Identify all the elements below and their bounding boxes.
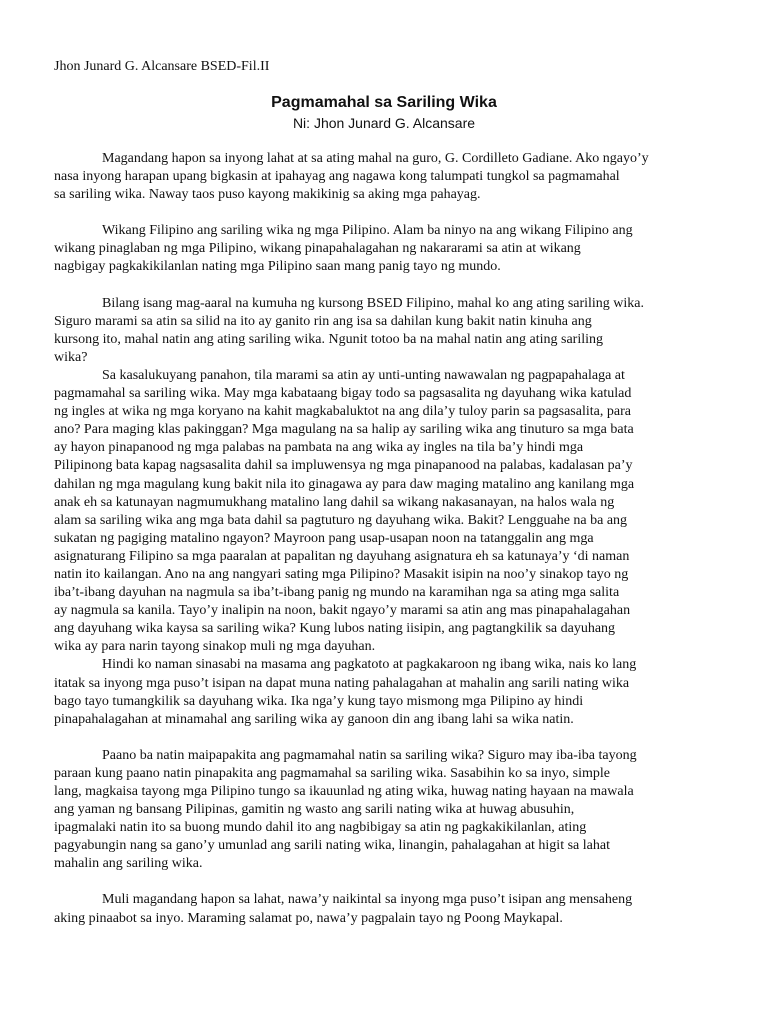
paragraph-line: itatak sa inyong mga puso’t isipan na dapat muna nating pahalagahan at mahalin ang sarili nating wika xyxy=(54,675,630,691)
speech-body xyxy=(54,150,716,928)
paragraph-line: Siguro marami sa atin sa silid na ito ay ganito rin ang isa sa dahilan kung bakit natin kinuha ang xyxy=(54,313,592,329)
paragraph-line: ang dayuhang wika kaysa sa sariling wika? Kung lubos nating iisipin, ang pagtangkilik sa dayuhang xyxy=(54,621,616,637)
paragraph-line: lang, magkaisa tayong mga Pilipino tungo sa ikauunlad ng ating wika, huwag nating hayaan na mawala xyxy=(54,784,634,799)
paragraph-line: wikang pinaglaban ng mga Pilipino, wikang pinapahalagahan ng nakararami sa atin at wikang xyxy=(54,241,581,257)
paragraph-line: Sa kasalukuyang panahon, tila marami sa atin ay unti-unting nawawalan ng pagpapahalaga at xyxy=(102,367,625,383)
paragraph-greeting xyxy=(54,150,716,204)
paragraph-line: kursong ito, mahal natin ang ating sariling wika. Ngunit totoo ba na mahal natin ang ating sariling xyxy=(54,331,604,347)
page-title: Pagmamahal sa Sariling Wika xyxy=(271,94,497,111)
paragraph-line: ipagmalaki natin ito sa buong mundo dahil ito ang nagbibigay sa atin ng pagkakikilanlan, ating xyxy=(54,820,587,836)
paragraph-line: ng ingles at wika ng mga koryano na kahit magkabaluktot na ang dila’y tuloy parin sa pagsasalita, para xyxy=(54,404,631,420)
paragraph-closing xyxy=(54,891,716,927)
paragraph-hindi-ko-sinasabi xyxy=(54,656,716,728)
byline: Ni: Jhon Junard G. Alcansare xyxy=(292,115,476,131)
paragraph-line: Magandang hapon sa inyong lahat at sa ating mahal na guro, G. Cordilleto Gadiane. Ako ngayo’y xyxy=(102,151,649,166)
paragraph-line: dahilan ng mga magulang kung bakit nila ito ginagawa ay para daw maging matalino ang kanilang mga xyxy=(54,476,635,492)
paragraph-line: natin ito kailangan. Ano na ang nangyari sating mga Pilipino? Masakit isipin na noo’y sinakop tayo ng xyxy=(54,566,629,582)
paragraph-line: Paano ba natin maipapakita ang pagmamahal natin sa sariling wika? Siguro may iba-iba tayong xyxy=(102,747,637,763)
paragraph-line: aking pinaabot sa inyo. Maraming salamat po, nawa’y pagpalain tayo ng Poong Maykapal. xyxy=(54,910,563,926)
paragraph-line: iba’t-ibang dayuhan na nagmula sa iba’t-ibang panig ng mundo na karamihan nga sa ating mga salita xyxy=(54,585,620,601)
author-header: Jhon Junard G. Alcansare BSED-Fil.II xyxy=(54,59,270,74)
paragraph-line: pinapahalagahan at minamahal ang sariling wika ay ganoon din ang ibang lahi sa wika natin. xyxy=(54,711,574,727)
paragraph-line: Bilang isang mag-aaral na kumuha ng kursong BSED Filipino, mahal ko ang ating sariling wika. xyxy=(102,295,645,311)
paragraph-line: ang yaman ng bansang Pilipinas, gamitin ng wasto ang sarili nating wika at huwag abusuhin, xyxy=(54,802,575,818)
paragraph-line: asignaturang Filipino sa mga paaralan at papalitan ng dayuhang asignatura eh sa katunaya’y ‘di naman xyxy=(54,548,630,564)
paragraph-line: Pilipinong bata kapag nagsasalita dahil sa impluwensya ng mga pinapanood na palabas, kadalasan pa’y xyxy=(54,458,633,474)
paragraph-wikang-filipino xyxy=(54,222,716,276)
paragraph-paano-ipapakita xyxy=(54,747,716,874)
paragraph-line: ano? Para maging klas pakinggan? Mga magulang na sa halip ay sariling wika ang tinuturo sa mga bata xyxy=(54,422,634,438)
paragraph-line: nagbigay pagkakikilanlan nating mga Pilipino saan mang panig tayo ng mundo. xyxy=(54,259,501,275)
paragraph-line: anak eh sa katunayan nagmumukhang matalino lang dahil sa wikang nakasanayan, na halos wala ng xyxy=(54,494,615,510)
paragraph-kasalukuyang-panahon xyxy=(54,367,716,657)
paragraph-line: wika? xyxy=(54,349,88,365)
paragraph-line: Hindi ko naman sinasabi na masama ang pagkatoto at pagkakaroon ng ibang wika, nais ko lang xyxy=(102,657,637,673)
paragraph-line: wika ay para narin tayong sinakop muli ng mga dayuhan. xyxy=(54,639,376,655)
paragraph-line: pagmamahal sa sariling wika. May mga kabataang bigay todo sa pagsasalita ng dayuhang wika katulad xyxy=(54,386,632,402)
paragraph-line: ay hayon pinapanood ng mga palabas na pambata na ang wika ay ingles na tila ba’y hindi mga xyxy=(54,440,584,456)
paragraph-bilang-mag-aaral xyxy=(54,295,716,367)
paragraph-line: sukatan ng pagiging matalino ngayon? Mayroon pang usap-usapan noon na tatanggalin ang mga xyxy=(54,530,594,546)
paragraph-line: pagyabungin nang sa gano’y umunlad ang sarili nating wika, linangin, pahalagahan at higit sa lahat xyxy=(54,838,610,854)
paragraph-line: Wikang Filipino ang sariling wika ng mga Pilipino. Alam ba ninyo na ang wikang Filipino ang xyxy=(102,223,633,239)
paragraph-line: bago tayo tumangkilik sa dayuhang wika. Ika nga’y kung tayo mismong mga Pilipino ay hindi xyxy=(54,693,584,709)
paragraph-line: Muli magandang hapon sa lahat, nawa’y naikintal sa inyong mga puso’t isipan ang mensaheng xyxy=(102,892,633,908)
paragraph-line: nasa inyong harapan upang bigkasin at ipahayag ang nagawa kong talumpati tungkol sa pagmamahal xyxy=(54,169,620,185)
paragraph-line: paraan kung paano natin pinapakita ang pagmamahal sa sariling wika. Sasabihin ko sa inyo, simple xyxy=(54,765,610,781)
paragraph-line: ay nagmula sa kanila. Tayo’y inalipin na noon, bakit ngayo’y marami sa atin ang mas pinapahalagahan xyxy=(54,603,631,619)
paragraph-line: sa sariling wika. Naway taos puso kayong makikinig sa aking mga pahayag. xyxy=(54,187,481,203)
paragraph-line: alam sa sariling wika ang mga bata dahil sa pagtuturo ng dayuhang wika. Bakit? Lengguahe na ba ang xyxy=(54,512,628,528)
paragraph-line: mahalin ang sariling wika. xyxy=(54,856,203,872)
